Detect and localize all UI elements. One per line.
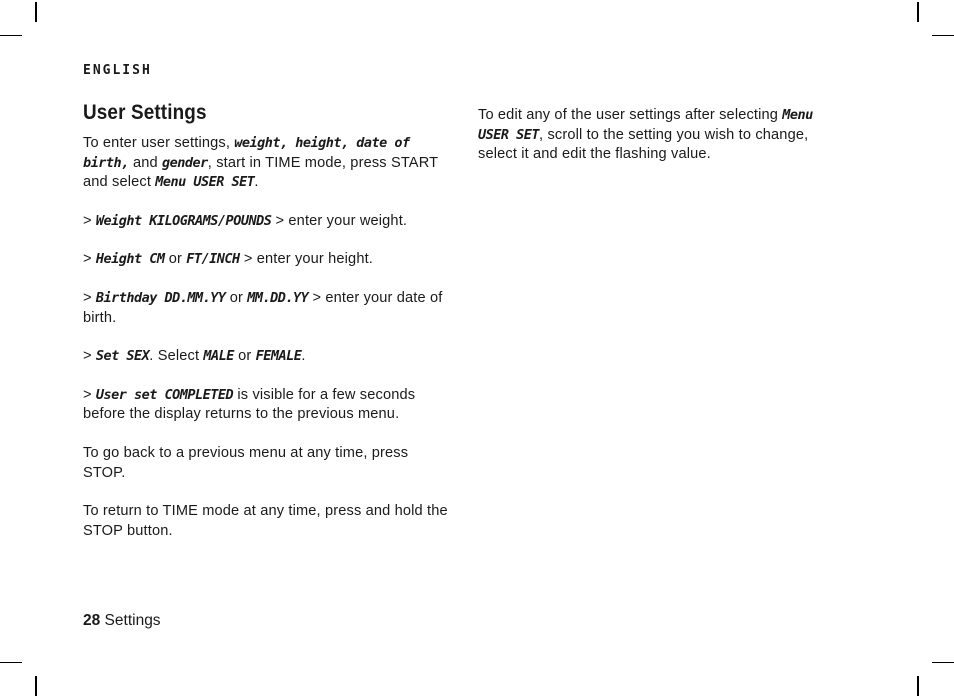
language-label: ENGLISH <box>83 63 152 78</box>
crop-mark <box>35 2 37 22</box>
go-back-paragraph: To go back to a previous menu at any time, press STOP. <box>83 444 409 481</box>
crop-mark <box>0 35 22 36</box>
section-title: User Settings <box>83 101 207 124</box>
display-text: User set COMPLETED <box>95 386 234 403</box>
text: , start in TIME mode, press START and select <box>83 154 438 191</box>
crop-mark <box>932 35 954 36</box>
display-text: FT/INCH <box>186 251 240 268</box>
crop-mark <box>932 662 954 663</box>
text: > <box>83 251 96 268</box>
intro-paragraph <box>83 134 453 193</box>
left-column <box>83 100 453 560</box>
text: is visible for a few seconds before the display returns to the previous menu. <box>83 386 416 423</box>
display-text: Set SEX <box>95 348 150 365</box>
text: > enter your date of birth. <box>83 289 443 326</box>
display-text: Menu USER SET <box>155 174 255 191</box>
text: > enter your height. <box>239 251 374 268</box>
display-text: weight, height, date of birth, <box>83 135 410 171</box>
text: . <box>254 174 259 191</box>
return-paragraph: To return to TIME mode at any time, press and hold the STOP button. <box>83 503 448 539</box>
display-text: FEMALE <box>255 348 302 365</box>
display-text: Menu USER SET <box>478 107 813 143</box>
text: > <box>83 348 96 365</box>
text: . Select <box>149 348 204 365</box>
display-text: Birthday DD.MM.YY <box>95 289 226 306</box>
birthday-step <box>83 289 453 328</box>
text: or <box>225 289 248 306</box>
crop-mark <box>917 2 919 22</box>
crop-mark <box>35 676 37 696</box>
display-text: MALE <box>203 348 234 365</box>
text: or <box>233 348 256 365</box>
right-column <box>478 106 838 184</box>
text: or <box>164 251 187 268</box>
sex-step <box>83 347 453 367</box>
page-footer <box>83 612 161 630</box>
text: > <box>83 212 96 229</box>
section-name: Settings <box>100 612 161 629</box>
text: > enter your weight. <box>271 212 408 229</box>
weight-step <box>83 212 453 232</box>
height-step <box>83 250 453 270</box>
display-text: MM.DD.YY <box>247 289 309 306</box>
text: . <box>301 348 306 365</box>
text: To enter user settings, <box>83 135 235 151</box>
edit-paragraph <box>478 106 838 165</box>
text: To edit any of the user settings after selecting <box>478 107 783 123</box>
text: and <box>128 154 162 171</box>
text: > <box>83 386 96 403</box>
display-text: Height CM <box>95 251 165 268</box>
text: , scroll to the setting you wish to change, select it and edit the flashing value. <box>478 126 809 163</box>
text: > <box>83 289 96 306</box>
crop-mark <box>917 676 919 696</box>
completed-step <box>83 386 453 425</box>
page-number: 28 <box>83 612 101 629</box>
display-text: gender <box>162 154 208 171</box>
display-text: Weight KILOGRAMS/POUNDS <box>95 212 272 229</box>
crop-mark <box>0 662 22 663</box>
